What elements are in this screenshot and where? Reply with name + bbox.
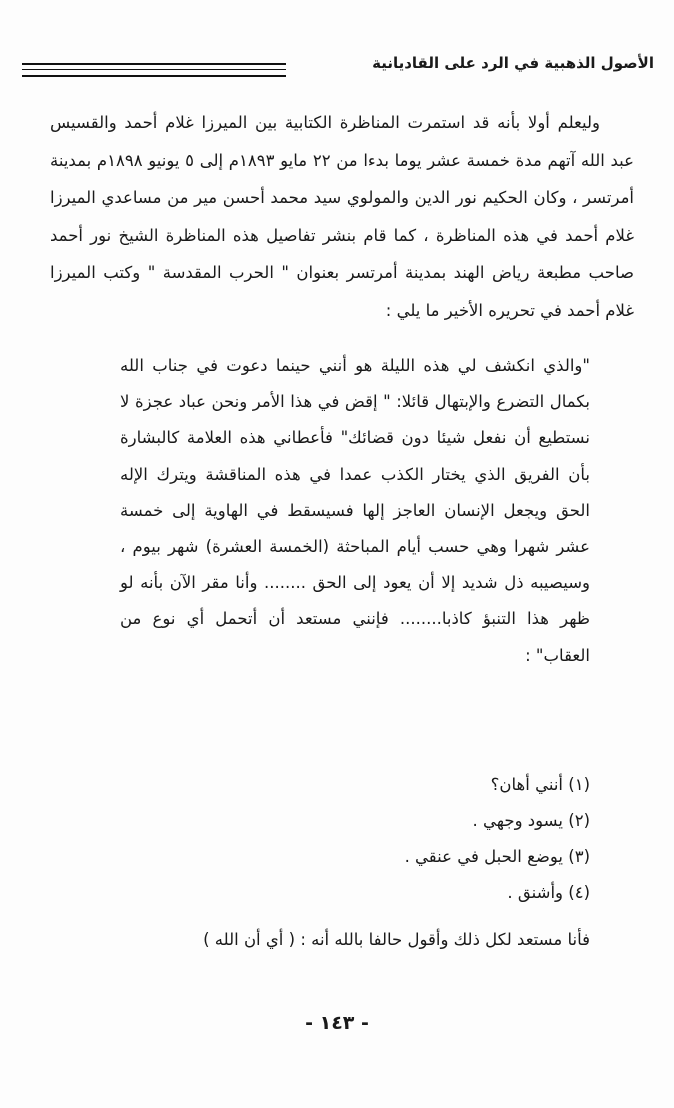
list-item: (٢) يسود وجهي . bbox=[472, 811, 590, 830]
closing-line: فأنا مستعد لكل ذلك وأقول حالفا بالله أنه : ( أي أن الله ) bbox=[203, 930, 590, 949]
quote-text: "والذي انكشف لي هذه الليلة هو أنني حينما دعوت في جناب الله بكمال التضرع والإبتهال قائلا: " إقض في هذا الأمر ونحن عباد عجزة لا نستطيع أن نفعل شيئا دون قضائك" فأعطاني هذه العلامة كالبشارة بأن الفريق الذي يختار الكذب عمدا في هذه المناقشة ويترك الإله الحق ويجعل الإنسان العاجز إلها فسيسقط في الهاوية إلى خمسة عشر شهرا وهي حسب أيام المباحثة (الخمسة العشرة) شهر بيوم ، وسيصيبه ذل شديد إلا أن يعود إلى الحق ........ وأنا مقر الآن بأنه لو ظهر هذا التنبؤ كاذبا........ فإنني مستعد أن أتحمل أي نوع من العقاب" : bbox=[120, 356, 590, 665]
header-rule bbox=[22, 69, 286, 70]
header-rule bbox=[22, 75, 286, 77]
page-header bbox=[22, 54, 654, 84]
block-quote bbox=[120, 348, 590, 674]
list-item: (٤) وأشنق . bbox=[507, 883, 590, 902]
main-text bbox=[50, 104, 634, 329]
list-item: (١) أنني أهان؟ bbox=[490, 775, 590, 794]
header-rule bbox=[22, 63, 286, 65]
numbered-list bbox=[405, 767, 590, 911]
list-item: (٣) يوضع الحبل في عنقي . bbox=[404, 847, 590, 866]
running-title: الأصول الذهبية في الرد على القاديانية bbox=[372, 54, 654, 72]
page-number: - ١٤٣ - bbox=[305, 1012, 369, 1034]
body-paragraph: وليعلم أولا بأنه قد استمرت المناظرة الكتابية بين الميرزا غلام أحمد والقسيس عبد الله آتهم مدة خمسة عشر يوما بدءا من ٢٢ مايو ١٨٩٣م إلى ٥ يونيو ١٨٩٨م بمدينة أمرتسر ، وكان الحكيم نور الدين والمولوي سيد محمد أحسن مير من مساعدي الميرزا غلام أحمد في هذه المناظرة ، كما قام بنشر تفاصيل هذه المناظرة الشيخ نور أحمد صاحب مطبعة رياض الهند بمدينة أمرتسر بعنوان " الحرب المقدسة " وكتب الميرزا غلام أحمد في تحريره الأخير ما يلي : bbox=[50, 113, 635, 320]
